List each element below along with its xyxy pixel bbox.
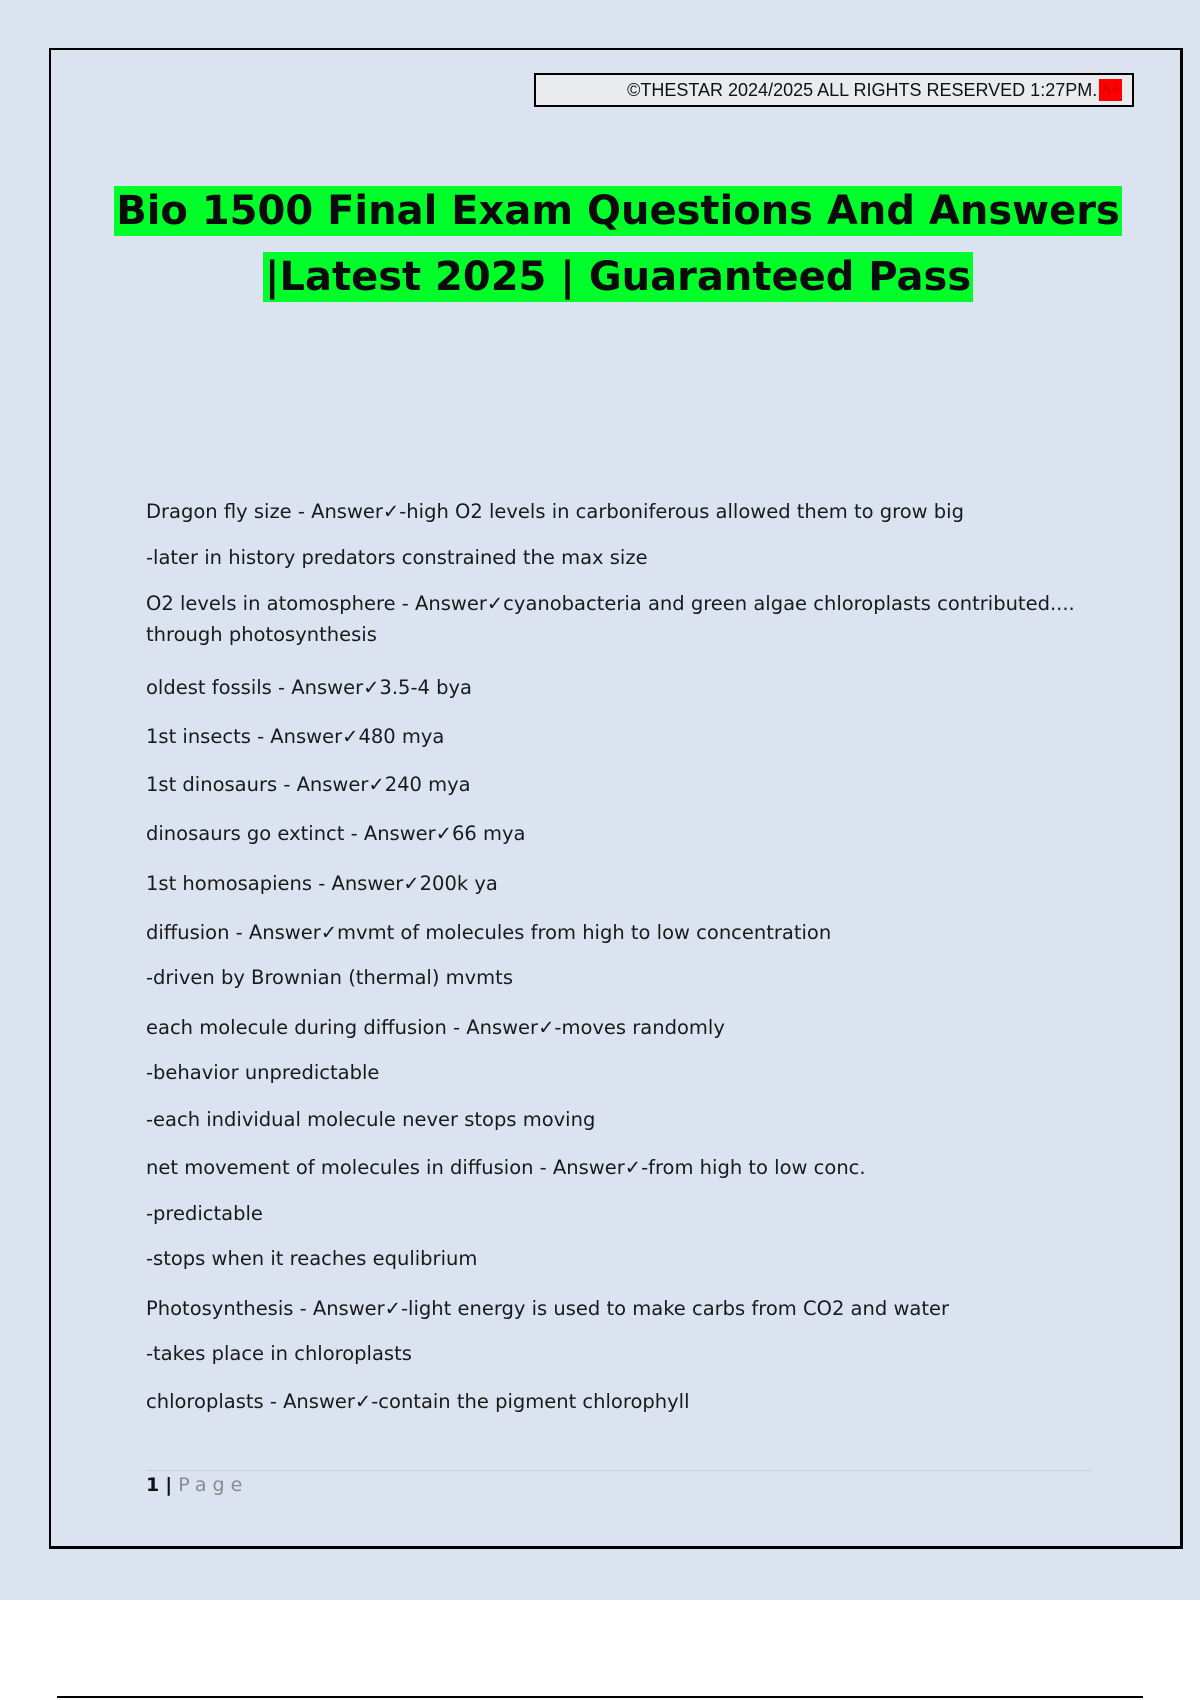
qa-line: -each individual molecule never stops moving [146, 1108, 596, 1131]
qa-line: Photosynthesis - Answer✓-light energy is used to make carbs from CO2 and water [146, 1297, 950, 1320]
page-number [146, 1474, 248, 1496]
qa-line: dinosaurs go extinct - Answer✓66 mya [146, 822, 526, 845]
page-number-separator: | [165, 1474, 173, 1496]
qa-line: chloroplasts - Answer✓-contain the pigment chlorophyll [146, 1390, 690, 1413]
qa-line: -driven by Brownian (thermal) mvmts [146, 966, 513, 989]
qa-line: Dragon fly size - Answer✓-high O2 levels in carboniferous allowed them to grow big [146, 500, 964, 523]
qa-line: net movement of molecules in diffusion - Answer✓-from high to low conc. [146, 1156, 866, 1179]
qa-line: oldest fossils - Answer✓3.5-4 bya [146, 676, 472, 699]
qa-line: 1st homosapiens - Answer✓200k ya [146, 872, 498, 895]
qa-line: -later in history predators constrained the max size [146, 546, 648, 569]
title-line-2: |Latest 2025 | Guaranteed Pass [264, 254, 972, 300]
qa-line: -stops when it reaches equlibrium [146, 1247, 478, 1270]
qa-line: 1st insects - Answer✓480 mya [146, 725, 445, 748]
page-label: Page [178, 1474, 249, 1496]
page-number-value: 1 [146, 1474, 160, 1496]
qa-line: O2 levels in atomosphere - Answer✓cyanobacteria and green algae chloroplasts contributed.... through photosynthesis [146, 592, 1075, 646]
qa-line: diffusion - Answer✓mvmt of molecules from high to low concentration [146, 921, 832, 944]
grade-badge: A+ [1099, 79, 1122, 101]
qa-line: -predictable [146, 1202, 263, 1225]
qa-line: each molecule during diffusion - Answer✓-moves randomly [146, 1016, 725, 1039]
copyright-box [534, 73, 1134, 107]
qa-line: -behavior unpredictable [146, 1061, 380, 1084]
footer-divider [146, 1470, 1092, 1471]
bottom-divider [57, 1696, 1143, 1698]
qa-line: 1st dinosaurs - Answer✓240 mya [146, 773, 471, 796]
qa-line: -takes place in chloroplasts [146, 1342, 412, 1365]
copyright-text: ©THESTAR 2024/2025 ALL RIGHTS RESERVED 1:27PM. [627, 79, 1098, 100]
title-line-1: Bio 1500 Final Exam Questions And Answers [116, 188, 1120, 234]
document-title [0, 178, 1200, 310]
